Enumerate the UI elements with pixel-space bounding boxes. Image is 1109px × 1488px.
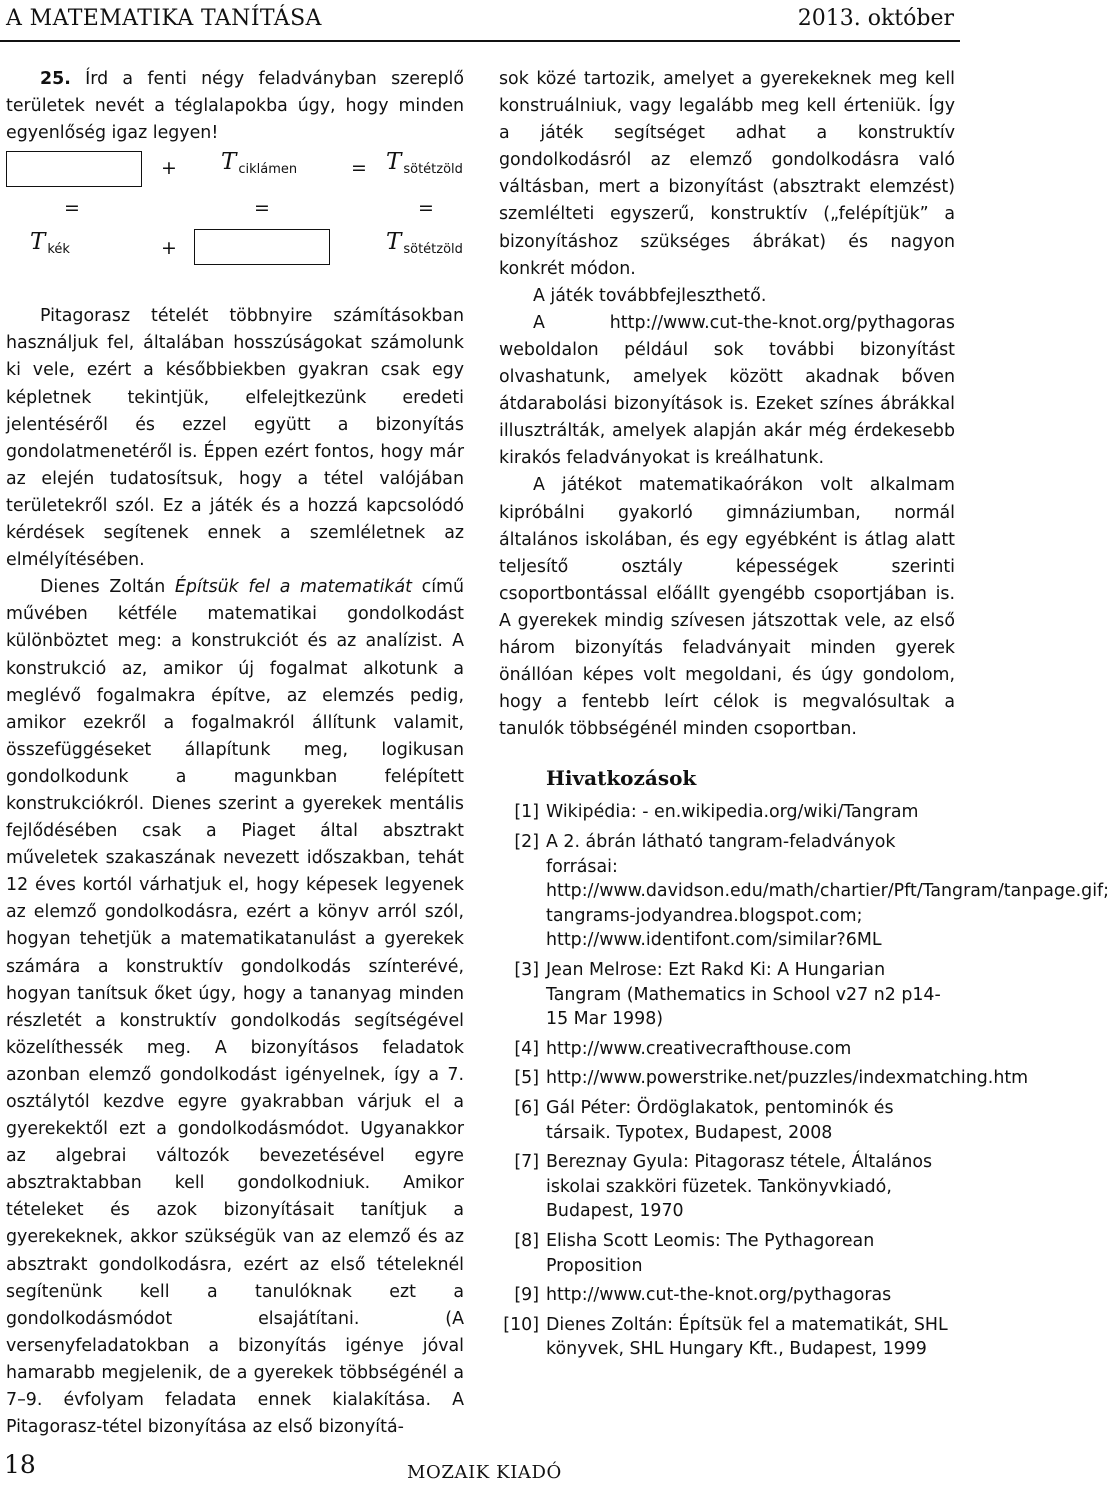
reference-number: [1]: [514, 802, 539, 823]
equation-grid: [6, 149, 464, 295]
reference-number: [10]: [503, 1314, 539, 1335]
equals-sign: =: [351, 157, 367, 180]
term-t-kek: T $_{kék}$: [30, 229, 70, 258]
paragraph: Dienes Zoltán Építsük fel a matematikát című művében kétféle matematikai gondolkodást különböztet meg: a konstrukciót és az analízist. A konstrukció az, amikor új fogalmat alkotunk a meglévő fogalmakra építve, az elemzés pedig, amikor ezekről a fogalmakról állítunk valamit, összefüggéseket állapítunk meg, logikusan gondolkodunk a magunkban felépített konstrukciókról. Dienes szerint a gyerekek mentális fejlődésében csak a Piaget által absztrakt műveletek szakaszának nevezett időszakban, tehát 12 éves kortól várhatjuk el, hogy képesek legyenek az elemző gondolkodásra, ezért a könyv arról szól, hogyan tehetjük a matematikatanulást a gyerekek számára a konstruktív gondolkodás színterévé, hogyan tanítsuk őket úgy, hogy a tananyag minden részletét a konstruktív gondolkodás segítségével közelíthessék meg. A bizonyításos feladatok azonban elemző gondolkodást igényelnek, így a 7. osztálytól kezdve egyre gyakrabban várjuk el a gyerekektől ezt a gondolkodásmódot. Ugyanakkor az algebrai változók bevezetésével egyre absztraktabban kell gondolkodniuk. Amikor tételeket és azok bizonyításait tanítjuk a gyerekeknek, akkor szükségük van az elemző és az absztrakt gondolkodásra, ezért az első tételeknél segítenünk kell a tanulóknak ezt a gondolkodásmódot elsajátítani. (A versenyfeladatokban a bizonyítás igénye jóval hamarabb megjelenik, de a gyerekek többségénél a 7–9. évfolyam feladata ennek kialakítása. A Pitagorasz-tétel bizonyítása az első bizonyítá-: [6, 577, 464, 1438]
reference-text: Jean Melrose: Ezt Rakd Ki: A Hungarian Tangram (Mathematics in School v27 n2 p14-15 Mar 1998): [546, 960, 941, 1030]
reference-number: [5]: [514, 1068, 539, 1089]
reference-number: [3]: [514, 960, 539, 980]
blank-box-1[interactable]: [6, 151, 142, 187]
reference-number: [6]: [514, 1097, 539, 1118]
task-text: Írd a fenti négy feladványban szereplő területek nevét a téglalapokba úgy, hogy minden egyenlőség igaz legyen!: [6, 69, 464, 144]
reference-text: http://www.powerstrike.net/puzzles/indexmatching.htm: [546, 1068, 1029, 1089]
plus-sign: +: [161, 237, 177, 260]
reference-text: http://www.cut-the-knot.org/pythagoras: [546, 1285, 892, 1306]
task-number: 25.: [40, 69, 71, 89]
page-header: [0, 0, 960, 44]
blank-box-2[interactable]: [194, 229, 330, 265]
reference-item: [499, 1096, 955, 1145]
publisher: MOZAIK KIADÓ: [407, 1462, 562, 1483]
reference-item: [499, 830, 1109, 953]
paragraph: A játékot matematikaórákon volt alkalmam kipróbálni gyakorló gimnáziumban, normál általános iskolában, és egy egyébként is átlag alatt teljesítő osztály képességek szerinti csoportbontással előállt gyengébb csoportjában is. A gyerekek mindig szívesen játszottak vele, az első három bizonyítás feladványait minden gyerek önállóan képes volt megoldani, és úgy gondolom, hogy a fentebb leírt célok is megvalósultak a tanulók többségénél minden csoportban.: [499, 475, 955, 740]
term-t-sotetzold-2: T $_{sötétzöld}$: [386, 229, 463, 258]
reference-item: [499, 958, 955, 1032]
task-25: [6, 66, 464, 147]
references-list: [499, 800, 1109, 1361]
reference-item: [499, 1229, 955, 1278]
reference-item: [499, 800, 955, 825]
page-number: 18: [4, 1450, 36, 1479]
reference-number: [9]: [514, 1285, 539, 1306]
reference-number: [8]: [514, 1230, 539, 1251]
term-t-ciklamen: T $_{ciklámen}$: [221, 149, 298, 178]
reference-item: [499, 1150, 955, 1224]
paragraph: sok közé tartozik, amelyet a gyerekeknek meg kell konstruálniuk, vagy legalább meg kell érteniük. Így a játék segítséget adhat a konstruktív gondolkodásról az elemző gondolkodásra való váltásban, mert a bizonyítást (absztrakt elemzést) szemlélteti egyszerű, konstruktív („felépítjük” a bizonyításhoz szükséges ábrákat) és nagyon konkrét módon.: [499, 69, 955, 279]
reference-item: [499, 1313, 955, 1362]
equals-sign: =: [254, 197, 270, 220]
equals-sign: =: [418, 197, 434, 220]
reference-number: [4]: [514, 1038, 539, 1059]
right-column: [499, 66, 1109, 1367]
paragraph: A játék továbbfejleszthető.: [533, 285, 767, 306]
journal-title: A MATEMATIKA TANÍTÁSA: [6, 6, 322, 31]
reference-text: A 2. ábrán látható tangram-feladványok forrásai: http://www.davidson.edu/math/chartier/Pft/Tangram/tanpage.gif; tangrams-jodyandrea.blogspot.com; http://www.identifont.com/similar?6ML: [546, 832, 1109, 951]
reference-item: [499, 1037, 955, 1062]
reference-item: [499, 1283, 955, 1308]
issue-date: 2013. október: [797, 6, 954, 31]
paragraph: A http://www.cut-the-knot.org/pythagoras weboldalon például sok további bizonyítást olvashatunk, amelyek között akadnak bőven átdarabolási bizonyítások is. Ezeket színes ábrákkal illusztrálták, amelyek alapján akár még érdekesebb kirakós feladványokat is kreálhatunk.: [499, 312, 955, 469]
equals-sign: =: [64, 197, 80, 220]
reference-text: Dienes Zoltán: Építsük fel a matematikát, SHL könyvek, SHL Hungary Kft., Budapest, 1999: [546, 1314, 948, 1360]
reference-item: [499, 1066, 1029, 1091]
reference-text: http://www.creativecrafthouse.com: [546, 1038, 852, 1059]
header-rule: [0, 40, 960, 42]
reference-text: Bereznay Gyula: Pitagorasz tétele, Általános iskolai szakköri füzetek. Tankönyvkiadó, Budapest, 1970: [546, 1152, 933, 1222]
reference-text: Wikipédia: - en.wikipedia.org/wiki/Tangram: [546, 802, 919, 823]
left-column: [6, 66, 464, 1441]
term-t-sotetzold-1: T $_{sötétzöld}$: [386, 149, 463, 178]
reference-text: Gál Péter: Ördöglakatok, pentominók és társaik. Typotex, Budapest, 2008: [546, 1097, 894, 1143]
references-title: Hivatkozások: [546, 766, 697, 791]
plus-sign: +: [161, 157, 177, 180]
reference-number: [7]: [514, 1152, 539, 1173]
reference-text: Elisha Scott Leomis: The Pythagorean Proposition: [546, 1230, 875, 1276]
book-title: Építsük fel a matematikát: [174, 577, 412, 598]
reference-number: [2]: [514, 832, 539, 853]
paragraph: Pitagorasz tételét többnyire számításokban használjuk fel, általában hosszúságokat számolunk ki vele, ezért a későbbiekben gyakran csak egy képletnek tekintjük, elfelejtkezünk eredeti jelentéséről és ezzel együtt a bizonyítás gondolatmenetéről is. Éppen ezért fontos, hogy már az elején tudatosítsuk, hogy a tétel valójában területekről szól. Ez a játék és a hozzá kapcsolódó kérdések segítenek ennek a szemléletnek az elmélyítésében.: [6, 306, 464, 571]
